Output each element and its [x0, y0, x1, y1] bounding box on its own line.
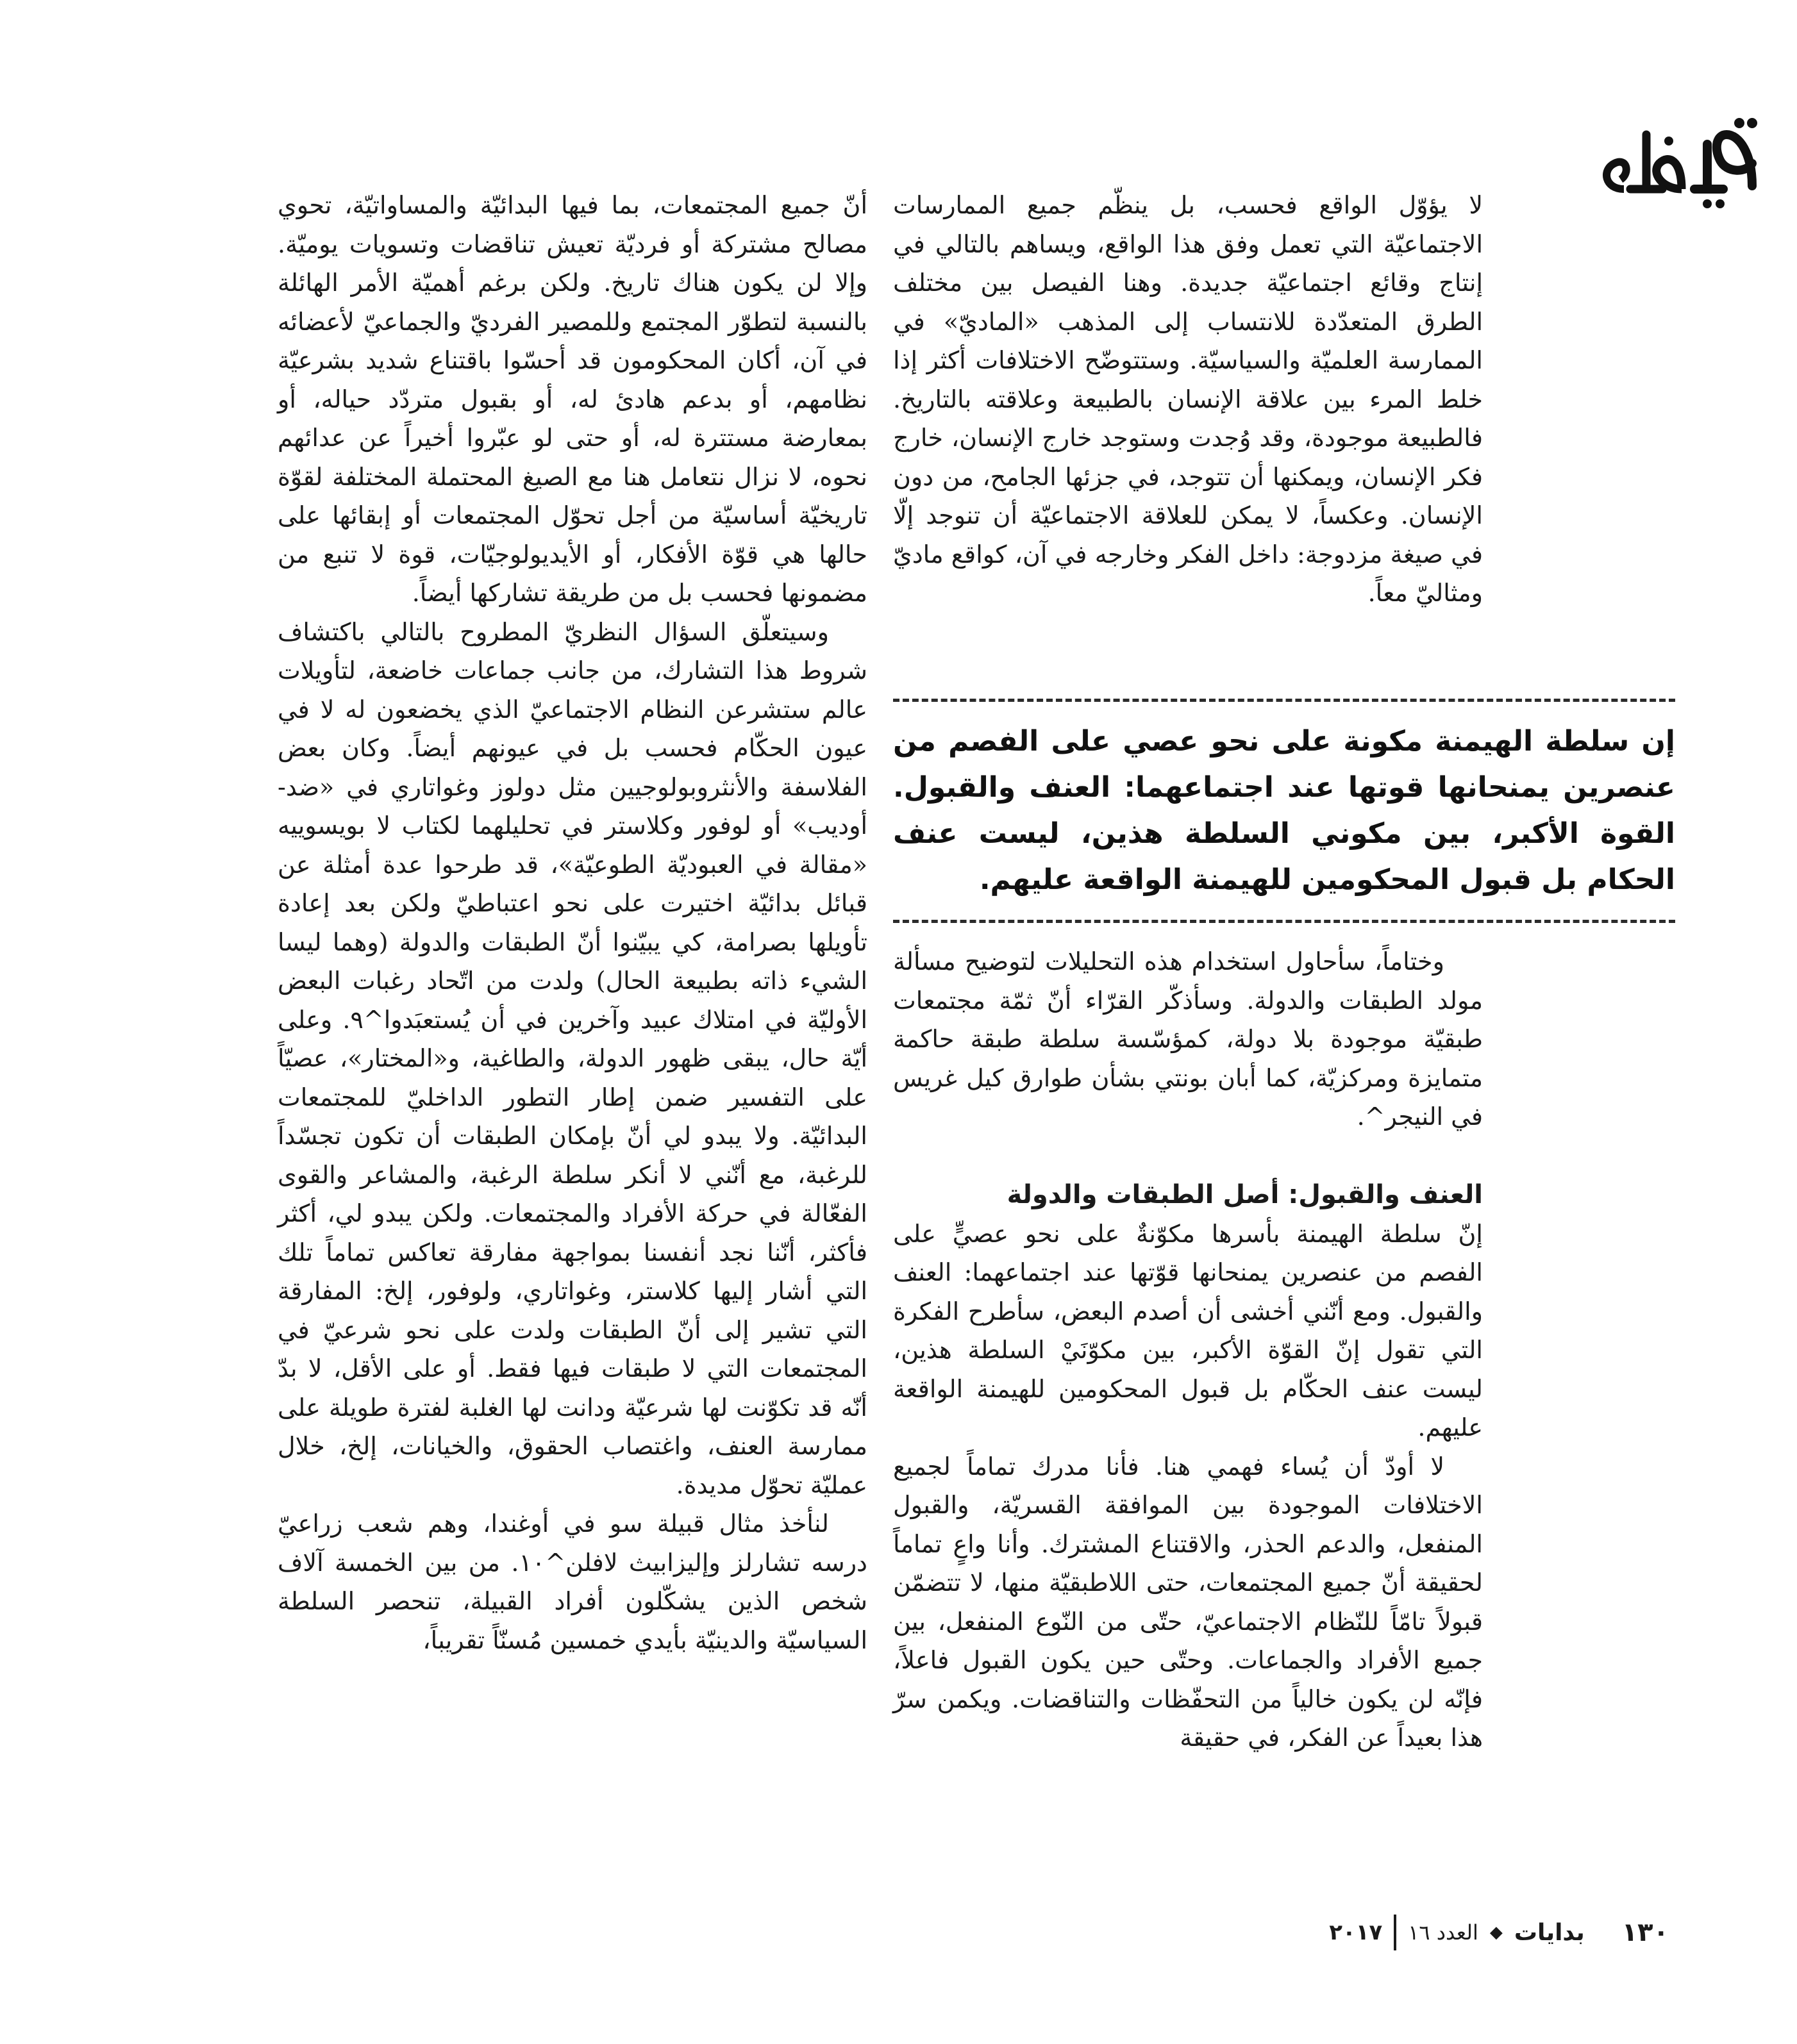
left-paragraph-1: أنّ جميع المجتمعات، بما فيها البدائيّة والمساواتيّة، تحوي مصالح مشتركة أو فرديّة تعيش تناقضات وتسويات يوميّة. وإلا لن يكون هناك تاريخ. ولكن برغم أهميّة الأمر الهائلة بالنسبة لتطوّر المجتمع وللمصير الفرديّ والجماعيّ لأعضائه في آن، أكان المحكومون قد أحسّوا باقتناع شديد بشرعيّة نظامهم، أو بدعم هادئ له، أو بقبول متردّد حياله، أو بمعارضة مستترة له، أو حتى لو عبّروا أخيراً عن عدائهم نحوه، لا نزال نتعامل هنا مع الصيغ المحتملة المختلفة لقوّة تاريخيّة أساسيّة من أجل تحوّل المجتمعات أو إبقائها على حالها هي قوّة الأفكار، أو الأيديولوجيّات، قوة لا تنبع من مضمونها فحسب بل من طريقة تشاركها أيضاً.: [278, 191, 867, 607]
calligraphy-logo-icon: [1592, 109, 1771, 212]
closing-paragraph: وختاماً، سأحاول استخدام هذه التحليلات لتوضيح مسألة مولد الطبقات والدولة. وسأذكّر القرّاء أنّ ثمّة مجتمعات طبقيّة موجودة بلا دولة، كمؤسّسة سلطة طبقة حاكمة متمايزة ومركزيّة، كما أبان بونتي بشأن طوارق كيل غريس في النيجر^.: [893, 947, 1484, 1131]
section-paragraph-1: إنّ سلطة الهيمنة بأسرها مكوّنةٌ على نحو عصيٍّ على الفصم من عنصرين يمنحانها قوّتها عند اجتماعهما: العنف والقبول. ومع أنّني أخشى أن أصدم البعض، سأطرح الفكرة التي تقول إنّ القوّة الأكبر، بين مكوّنَيْ السلطة هذين، ليست عنف الحكّام بل قبول المحكومين للهيمنة الواقعة عليهم.: [893, 1219, 1483, 1442]
left-paragraph-3: لنأخذ مثال قبيلة سو في أوغندا، وهم شعب زراعيّ درسه تشارلز وإليزابيث لافلن^١٠. من بين الخمسة آلاف شخص الذين يشكّلون أفراد القبيلة، تنحصر السلطة السياسيّة والدينيّة بأيدي خمسين مُسنّاً تقريباً،: [278, 1509, 867, 1654]
issue-year: ٢٠١٧: [1329, 1920, 1383, 1945]
pull-quote-text: إن سلطة الهيمنة مكونة على نحو عصي على الفصم من عنصرين يمنحانها قوتها عند اجتماعهما: العنف والقبول. القوة الأكبر، بين مكوني السلطة هذين، ليست عنف الحكام بل قبول المحكومين للهيمنة الواقعة عليهم.: [893, 725, 1675, 896]
pull-quote-bottom-rule: [893, 920, 1675, 923]
page-number: ١٣٠: [1621, 1918, 1669, 1947]
right-column-bottom: [893, 942, 1483, 1757]
issue-number: العدد ١٦: [1408, 1920, 1478, 1945]
section-paragraph-2: لا أودّ أن يُساء فهمي هنا. فأنا مدرك تماماً لجميع الاختلافات الموجودة بين الموافقة القسريّة، والقبول المنفعل، والدعم الحذر، والاقتناع المشترك. وأنا واعٍ تماماً لحقيقة أنّ جميع المجتمعات، حتى اللاطبقيّة منها، لا تتضمّن قبولاً تامّاً للنّظام الاجتماعيّ، حتّى من النّوع المنفعل، بين جميع الأفراد والجماعات. وحتّى حين يكون القبول فاعلاً، فإنّه لن يكون خالياً من التحفّظات والتناقضات. ويكمن سرّ هذا بعيداً عن الفكر، في حقيقة: [893, 1452, 1483, 1752]
pull-quote: [893, 699, 1675, 923]
right-column-top: [893, 186, 1483, 613]
left-column: [278, 186, 867, 1659]
footer-separator: [1394, 1915, 1396, 1950]
page-footer: [1329, 1913, 1669, 1952]
section-heading: العنف والقبول: أصل الطبقات والدولة: [1007, 1179, 1483, 1209]
section-logo: [1592, 109, 1771, 212]
left-paragraph-2: وسيتعلّق السؤال النظريّ المطروح بالتالي باكتشاف شروط هذا التشارك، من جانب جماعات خاضعة، لتأويلات عالم ستشرعن النظام الاجتماعيّ الذي يخضعون له لا في عيون الحكّام فحسب بل في عيونهم أيضاً. وكان بعض الفلاسفة والأنثروبولوجيين مثل دولوز وغواتاري في «ضد-أوديب» أو لوفور وكلاستر في تحليلهما لكتاب لا بويسوييه «مقالة في العبوديّة الطوعيّة»، قد طرحوا عدة أمثلة عن قبائل بدائيّة اختيرت على نحو اعتباطيّ ولكن بعد إعادة تأويلها بصرامة، كي يبيّنوا أنّ الطبقات والدولة (وهما ليسا الشيء ذاته بطبيعة الحال) ولدت من اتّحاد رغبات البعض الأوليّة في امتلاك عبيد وآخرين في أن يُستعبَدوا^٩. وعلى أيّة حال، يبقى ظهور الدولة، والطاغية، و«المختار»، عصيّاً على التفسير ضمن إطار التطور الداخليّ للمجتمعات البدائيّة. ولا يبدو لي أنّ بإمكان الطبقات أن تكون تجسّداً للرغبة، مع أنّني لا أنكر سلطة الرغبة، والمشاعر والقوى الفعّالة في حركة الأفراد والمجتمعات. ولكن يبدو لي، أكثر فأكثر، أنّنا نجد أنفسنا بمواجهة مفارقة تعاكس تماماً تلك التي أشار إليها كلاستر، وغواتاري، ولوفور، إلخ: المفارقة التي تشير إلى أنّ الطبقات ولدت على نحو شرعيّ في المجتمعات التي لا طبقات فيها فقط. أو على الأقل، لا بدّ أنّه قد تكوّنت لها شرعيّة ودانت لها الغلبة لفترة طويلة على ممارسة العنف، واغتصاب الحقوق، والخيانات، إلخ، خلال عمليّة تحوّل مديدة.: [278, 617, 868, 1499]
right-top-paragraph: لا يؤوّل الواقع فحسب، بل ينظّم جميع الممارسات الاجتماعيّة التي تعمل وفق هذا الواقع، ويساهم بالتالي في إنتاج وقائع اجتماعيّة جديدة. وهنا الفيصل بين مختلف الطرق المتعدّدة للانتساب إلى المذهب «الماديّ» في الممارسة العلميّة والسياسيّة. وستتوضّح الاختلافات أكثر إذا خلط المرء بين علاقة الإنسان بالطبيعة وعلاقته بالتاريخ. فالطبيعة موجودة، وقد وُجدت وستوجد خارج الإنسان، خارج فكر الإنسان، ويمكنها أن تتوجد، في جزئها الجامح، من دون الإنسان. وعكساً، لا يمكن للعلاقة الاجتماعيّة أن تنوجد إلّا في صيغة مزدوجة: داخل الفكر وخارجه في آن، كواقع ماديّ ومثاليّ معاً.: [893, 191, 1483, 607]
diamond-icon: ◆: [1489, 1923, 1503, 1942]
magazine-name: بدايات: [1514, 1919, 1585, 1946]
